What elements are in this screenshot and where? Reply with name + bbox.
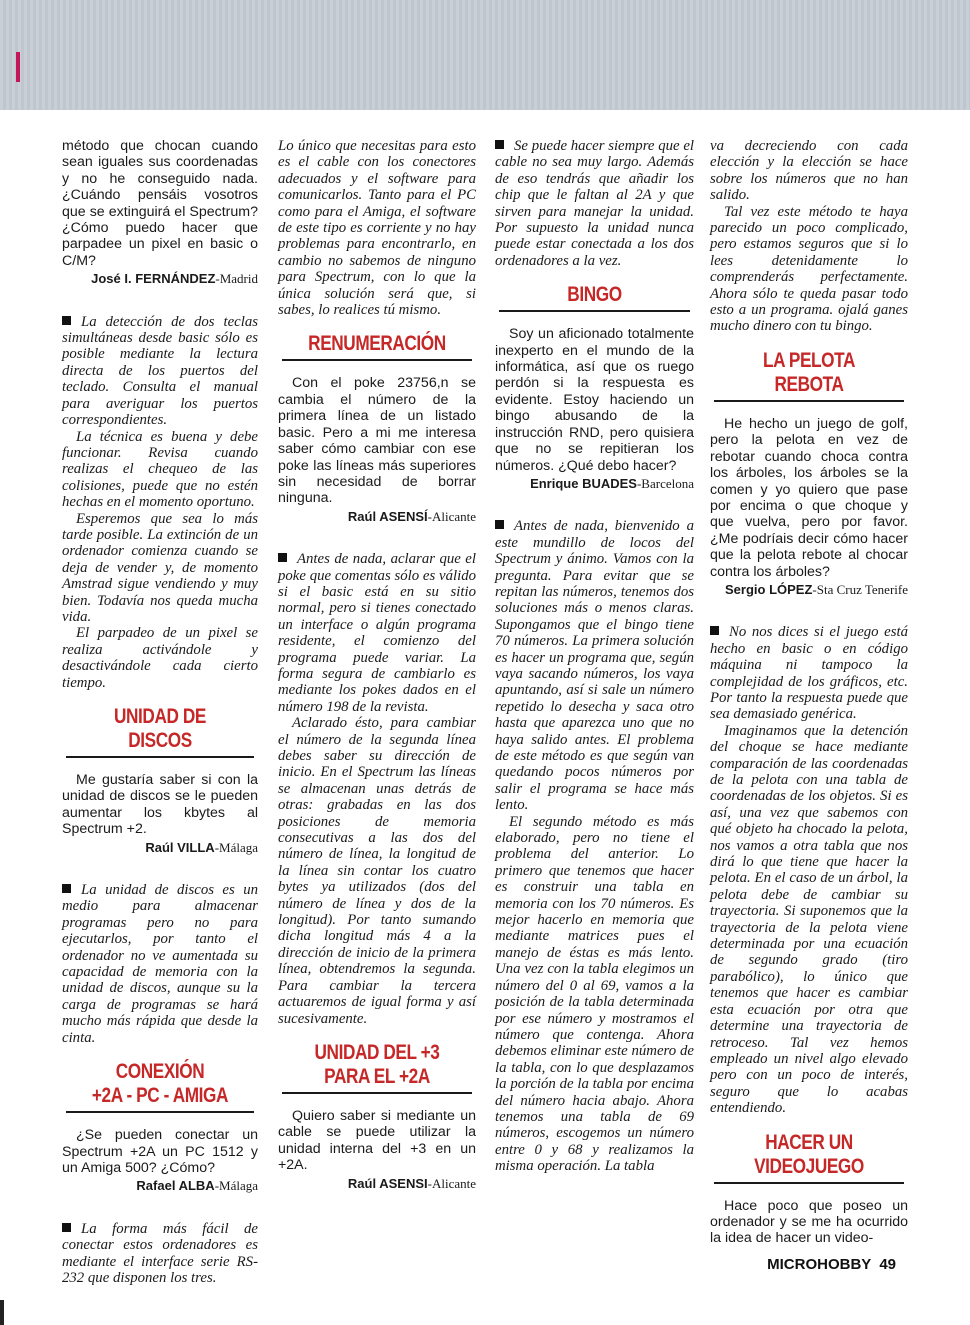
answer-paragraph: Lo único que necesitas para esto es el cable con los conectores adecuados y el software para comunicarlos. Tanto para el PC como para el Amiga, el software de este tipo es corriente y no hay problemas para encontrarlo, en cambio no sabemos de ninguno para Spectrum, con lo que la única solución será que, si sabes, lo realices tú mismo. (278, 138, 476, 319)
answer-paragraph: Antes de nada, aclarar que el poke que comentas sólo es válido si el basic está en su sitio normal, pero si tienes conectado un interface o algún programa residente, el comienzo del programa puede variar. La forma segura de cambiarlo es mediante los pokes dados en el número 198 de la revista. (278, 551, 476, 715)
letter-text: ¿Se pueden conectar un Spectrum +2A un PC 1512 y un Amiga 500? ¿Cómo? (62, 1127, 258, 1176)
section-heading: LA PELOTA REBOTA (714, 349, 904, 402)
section-heading: HACER UN VIDEOJUEGO (714, 1131, 904, 1184)
top-color-band (0, 0, 970, 110)
bullet-square-icon (710, 626, 719, 635)
column-1 (62, 138, 258, 1286)
letter-signature: Raúl VILLA-Málaga (145, 839, 258, 855)
section-heading: CONEXIÓN +2A - PC - AMIGA (66, 1060, 254, 1113)
answer-paragraph: Tal vez este método te haya parecido un poco complicado, pero estamos seguros que si lo lees detenidamente lo comprenderás perfectamente. Ahora sólo te queda pasar todo esto a un programa. ojalá ganes mucho dinero con tu bingo. (710, 203, 908, 335)
answer-paragraph: va decreciendo con cada elección y la elección se hace sobre los números que no han salido. (710, 138, 908, 204)
section-heading: RENUMERACIÓN (282, 332, 472, 361)
letter-text: Quiero saber si mediante un cable se puede utilizar la unidad interna del +3 en un +2A. (278, 1107, 476, 1174)
answer-paragraph: La técnica es buena y debe funcionar. Revisa cuando realizas el chequeo de las colisiones, puede que no estén hechas en el momento oportuno. (62, 428, 258, 511)
letter-signature: Sergio LÓPEZ-Sta Cruz Tenerife (725, 581, 908, 597)
letter-signature: José I. FERNÁNDEZ-Madrid (91, 271, 258, 287)
answer-paragraph: El parpadeo de un pixel se realiza activándole y desactivándole cada cierto tiempo. (62, 625, 258, 691)
bullet-square-icon (62, 884, 71, 893)
answer-paragraph: Imaginamos que la detención del choque se hace mediante comparación de las coordenadas de la pelota con una tabla de coordenadas de los objetos. Si es así, una vez que sabemos con qué objeto ha chocado la pelota, nos vamos a otra tabla que nos dirá lo que tiene que hacer la pelota. En el caso de un árbol, la pelota debe de cambiar su trayectoria. Si suponemos que la trayectoria de la pelota viene determinada por una ecuación de segundo grado (tiro parabólico), lo único que tenemos que hacer es cambiar esta ecuación por otra que determine una trayectoria de retroceso. Tal vez hemos empleado un nivel algo elevado pero con un poco de interés, seguro que lo acabas entendiendo. (710, 722, 908, 1117)
page-edge-mark (0, 1300, 4, 1325)
page-footer (767, 1256, 896, 1273)
answer-paragraph: La detección de dos teclas simultáneas desde basic sólo es posible mediante la lectura directa de los puertos del teclado. Consulta el manual para averiguar los puertos correspondientes. (62, 313, 258, 429)
letter-text: Con el poke 23756,n se cambia el número de la primera línea de un listado basic. Pero a mi me interesa saber cómo cambiar con ese poke las líneas más superiores sin necesidad de borrar ninguna. (278, 375, 476, 507)
letter-text: método que chocan cuando sean iguales sus coordenadas y no he conseguido nada. ¿Cuándo pensáis vosotros que se extinguirá el Spectrum? ¿Cómo puedo hacer que parpadee un pixel en basic o C/M? (62, 138, 258, 269)
letter-signature: Enrique BUADES-Barcelona (530, 475, 694, 491)
section-heading: UNIDAD DEL +3 PARA EL +2A (282, 1041, 472, 1094)
bullet-square-icon (495, 140, 504, 149)
bullet-square-icon (278, 553, 287, 562)
column-2 (278, 138, 476, 1192)
answer-paragraph: El segundo método es más elaborado, pero no tiene el problema del anterior. Lo primero que tenemos que hacer es construir una tabla en memoria con los 70 números. Es mejor hacerlo en memoria que mediante matrices pues el manejo de éstas es más lento. Una vez con la tabla elegimos un número del 0 al 69, vamos a la posición de la tabla determinada por ese número y mostramos el número que contenga. Ahora debemos eliminar este número de la tabla, con lo que desplazamos la porción de la tabla por encima del número hacia abajo. Ahora tenemos una tabla de 69 números, escogemos un número entre 0 y 68 y realizamos la misma operación. La tabla (495, 813, 694, 1175)
letter-signature: Raúl ASENSÍ-Alicante (347, 508, 476, 524)
letter-text: Hace poco que poseo un ordenador y se me ha ocurrido la idea de hacer un video- (710, 1197, 908, 1247)
column-3 (495, 138, 694, 1175)
section-heading: BINGO (499, 283, 690, 312)
bullet-square-icon (62, 1223, 71, 1232)
column-4 (710, 138, 908, 1247)
letter-text: He hecho un juego de golf, pero la pelota en vez de rebotar cuando choca contra los árboles, los árboles se la comen y yo quiero que pase por encima o que choque y que vuelva, pero por favor. ¿Me podríais decir cómo hacer que la pelota rebote al chocar contra los árboles? (710, 415, 908, 580)
answer-paragraph: No nos dices si el juego está hecho en basic o en código máquina ni tampoco la complejidad de los gráficos, etc. Por tanto la respuesta puede que sea demasiado genérica. (710, 624, 908, 723)
answer-paragraph: Antes de nada, bienvenido a este mundillo de locos del Spectrum y ánimo. Vamos con la pregunta. Para evitar que se repitan las números, tenemos dos soluciones más o menos claras. Supongamos que el bingo tiene 70 números. La primera solución es hacer un programa que, según vaya sacando números, los vaya apuntando, así si sale un número repetido lo desecha y saca otro hasta que aparezca uno que no haya salido antes. El problema de este método es que según van quedando pocos números por salir el programa se hace más lento. (495, 518, 694, 814)
color-mark (16, 52, 20, 82)
letter-text: Me gustaría saber si con la unidad de discos se le pueden aumentar los kbytes al Spectrum +2. (62, 772, 258, 838)
magazine-name: MICROHOBBY (767, 1256, 872, 1273)
letter-signature: Rafael ALBA-Málaga (136, 1178, 258, 1194)
bullet-square-icon (62, 316, 71, 325)
section-heading: UNIDAD DE DISCOS (66, 705, 254, 758)
answer-paragraph: La unidad de discos es un medio para almacenar programas pero no para ejecutarlos, por tanto el ordenador no ve aumentada su capacidad de memoria con la unidad de discos, aunque su la carga de programas se hará mucho más rápida que desde la cinta. (62, 882, 258, 1046)
answer-paragraph: La forma más fácil de conectar estos ordenadores es mediante el interface serie RS-232 que disponen los tres. (62, 1220, 258, 1286)
letter-signature: Raúl ASENSI-Alicante (347, 1175, 476, 1191)
answer-paragraph: Esperemos que sea lo más tarde posible. La extinción de un ordenador comienza cuando se deja de vender y, de momento Amstrad sigue vendiendo y muy bien. Todavía nos queda mucha vida. (62, 510, 258, 625)
answer-paragraph: Aclarado ésto, para cambiar el número de la segunda línea debes saber su dirección de inicio. En el Spectrum las líneas se almacenan unas detrás de otras: grabadas en las dos posiciones de memoria consecutivas a las dos del número de línea, la longitud de la línea sin contar los cuatro bytes ya utilizados (dos del número de línea y dos de la longitud). Por tanto sumando dicha longitud más 4 a la dirección de inicio de la primera línea, obtendremos la segunda. Para cambiar la tercera actuaremos de igual forma y así sucesivamente. (278, 715, 476, 1027)
bullet-square-icon (495, 520, 504, 529)
page-number: 49 (879, 1256, 896, 1273)
letter-text: Soy un aficionado totalmente inexperto en el mundo de la informática, así que os ruego perdón si la respuesta es evidente. Estoy haciendo un bingo abusando de la instrucción RND, pero quisiera que no se repitieran los números. ¿Qué debo hacer? (495, 326, 694, 474)
answer-paragraph: Se puede hacer siempre que el cable no sea muy largo. Además de eso tendrás que añadir los chip que le faltan al 2A y que sirven para manejar la unidad. Por supuesto la unidad nunca puede estar conectada a los dos ordenadores a la vez. (495, 138, 694, 269)
